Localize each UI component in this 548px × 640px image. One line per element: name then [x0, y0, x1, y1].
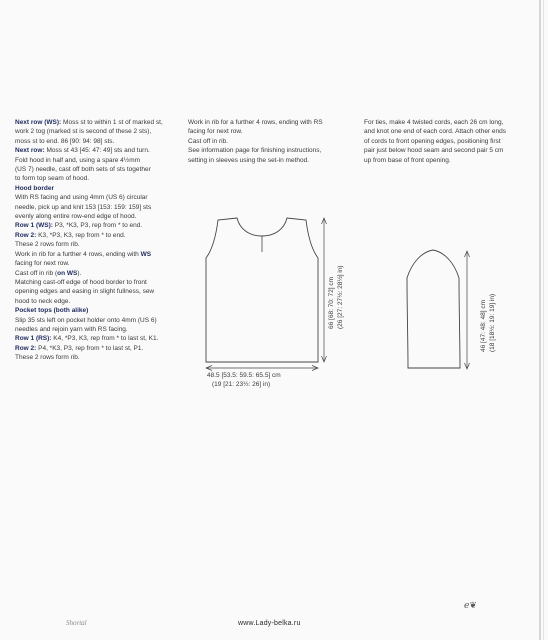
col3-line-5: up from base of front opening. — [364, 156, 451, 164]
cast-off-pre: Cast off in rib ( — [15, 269, 58, 277]
hood-border-heading: Hood border — [15, 184, 54, 192]
row2-label: Row 2: — [15, 231, 37, 239]
matching-line-1: Matching cast-off edge of hood border to front — [15, 278, 147, 286]
col2-line-1: Work in rib for a further 4 rows, ending with RS — [188, 119, 323, 126]
cast-off-post: ). — [77, 269, 82, 277]
work-rib-pre: Work in rib for a further 4 rows, ending with — [15, 250, 139, 258]
next-row-ws-line-3: moss st to end. 86 [90: 94: 98] sts. — [15, 137, 115, 145]
col2-line-5: setting in sleeves using the set-in method. — [188, 156, 310, 164]
next-row-ws-label: Next row (WS): — [15, 119, 62, 126]
col2-line-2: facing for next row. — [188, 128, 243, 136]
cast-off-ws: on WS — [57, 269, 78, 277]
col3-line-1: For ties, make 4 twisted cords, each 26 cm long, — [364, 119, 504, 126]
pocket-line-1: Slip 35 sts left on pocket holder onto 4mm (US 6) — [15, 316, 157, 324]
col2-line-4: See information page for finishing instructions, — [188, 147, 322, 155]
col3-line-2: and knot one end of each cord. Attach other ends — [364, 128, 507, 136]
publisher-logo: Shortal — [66, 619, 87, 627]
next-row-label: Next row: — [15, 147, 45, 155]
col2-line-3: Cast off in rib. — [188, 137, 228, 145]
work-rib-ws: WS — [140, 250, 152, 258]
pocket-row2-text: P4, *K3, P3, rep from * to last st, P1. — [38, 344, 144, 352]
body-height-cm: 66 [68: 70: 72] cm — [328, 276, 335, 329]
next-row-line-3: (US 7) needle, cast off both sets of sts together — [15, 166, 151, 174]
col3-line-3: of cords to front opening edges, positioning first — [364, 137, 501, 145]
row1-text: P3, *K3, P3, rep from * to end. — [54, 222, 143, 230]
sleeve-length-in: (18 [18½: 19: 19] in) — [489, 293, 496, 352]
facing-next: facing for next row. — [15, 260, 70, 268]
next-row-ws-line-2: work 2 tog (marked st is second of these 2 sts), — [15, 128, 152, 136]
next-row-ws-line-1: Moss st to within 1 st of marked st, — [63, 119, 163, 126]
next-row-line-2: Fold hood in half and, using a spare 4½mm — [15, 156, 141, 164]
sleeve-outline — [407, 250, 460, 368]
sleeve-length-cm: 46 [47: 48: 48] cm — [480, 299, 487, 352]
body-height-in: (26 [27: 27½: 28½] in) — [337, 265, 344, 329]
matching-line-2: opening edges and easing in slight fullness, sew — [15, 288, 155, 296]
body-width-in: (19 [21: 23½: 26] in) — [212, 381, 271, 388]
row1-label: Row 1 (WS): — [15, 222, 53, 230]
pocket-row1-label: Row 1 (RS): — [15, 335, 52, 343]
col3-line-4: pair just below hood seam and second pair 5 cm — [364, 147, 504, 155]
matching-line-3: hood to neck edge. — [15, 297, 71, 305]
rows-form-rib-1: These 2 rows form rib. — [15, 241, 80, 249]
website-watermark: www.Lady-belka.ru — [238, 620, 301, 627]
next-row-line-1: Moss st 43 [45: 47: 49] sts and turn. — [46, 147, 150, 155]
pocket-row1-text: K4, *P3, K3, rep from * to last st, K1. — [53, 335, 159, 343]
pocket-line-2: needles and rejoin yarn with RS facing. — [15, 325, 128, 333]
flourish-ornament: ℯ❦ — [464, 600, 477, 610]
hood-border-line-3: evenly along entire row-end edge of hood. — [15, 213, 137, 221]
hood-border-line-1: With RS facing and using 4mm (US 6) circular — [15, 194, 148, 202]
body-width-cm: 48.5 [53.5: 59.5: 65.5] cm — [207, 372, 281, 379]
pocket-tops-heading: Pocket tops (both alike) — [15, 307, 89, 315]
pocket-row2-label: Row 2: — [15, 344, 37, 352]
next-row-line-4: to form top seam of hood. — [15, 175, 90, 183]
row2-text: K3, *P3, K3, rep from * to end. — [38, 231, 126, 239]
rows-form-rib-2: These 2 rows form rib. — [15, 354, 80, 362]
hood-border-line-2: needle, pick up and knit 153 [153: 159: 159] sts — [15, 203, 152, 211]
